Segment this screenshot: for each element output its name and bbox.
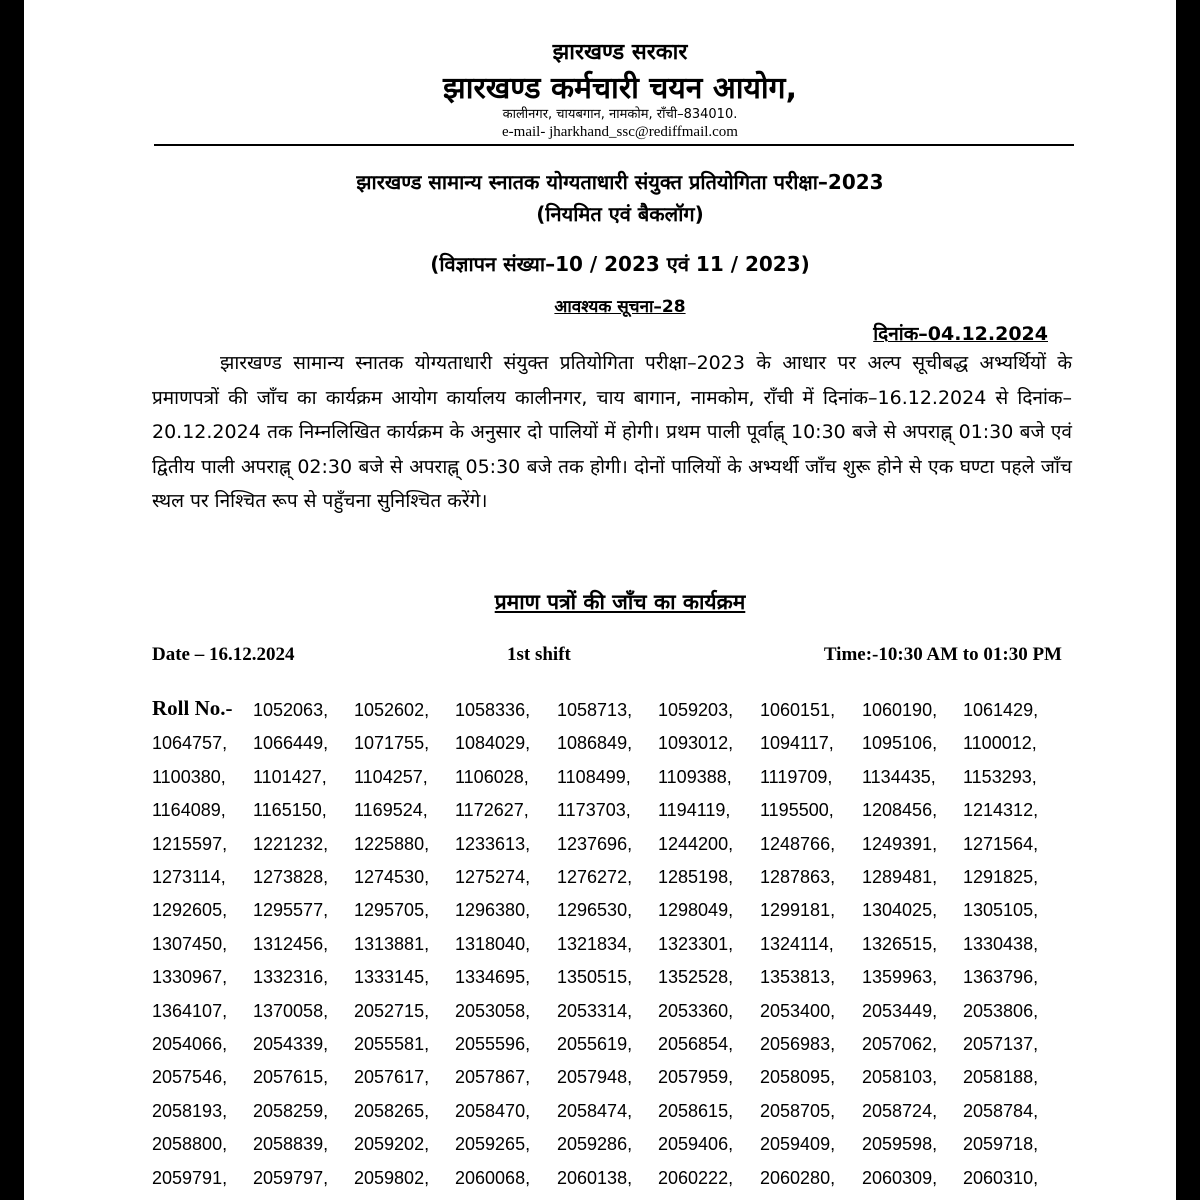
roll-number: 1221232, (253, 833, 329, 854)
roll-number: 1359963, (862, 967, 938, 988)
roll-number: 1153293, (963, 766, 1037, 787)
roll-number: 2058259, (253, 1100, 329, 1121)
roll-number: 1104257, (354, 766, 428, 787)
roll-number: 2060280, (760, 1167, 836, 1188)
roll-number: 1064757, (152, 733, 228, 754)
roll-number: 1215597, (152, 833, 228, 854)
roll-number: 1094117, (760, 733, 834, 754)
roll-number: 2058615, (658, 1100, 734, 1121)
roll-number: 2058193, (152, 1100, 228, 1121)
roll-number: 1165150, (253, 800, 327, 821)
roll-number: 1119709, (760, 766, 833, 787)
roll-number: 1194119, (658, 800, 731, 821)
roll-number-label: Roll No.- (152, 696, 233, 720)
left-border (0, 0, 24, 1200)
roll-number: 1287863, (760, 867, 836, 887)
roll-number: 2058800, (152, 1134, 228, 1155)
notice-number: आवश्यक सूचना–28 (554, 297, 686, 317)
roll-number: 1214312, (963, 800, 1039, 821)
document-page (24, 0, 1176, 1200)
roll-number: 1352528, (658, 967, 734, 988)
advertisement-number: (विज्ञापन संख्या–10 / 2023 एवं 11 / 2023) (430, 252, 810, 276)
roll-number: 1100012, (963, 733, 1037, 754)
roll-number: 1244200, (658, 833, 734, 854)
roll-number: 1333145, (354, 967, 430, 988)
roll-number: 1364107, (152, 1000, 228, 1021)
roll-number: 2059286, (557, 1134, 633, 1155)
right-border (1176, 0, 1200, 1200)
roll-number: 2058188, (963, 1067, 1039, 1088)
roll-number: 2053360, (658, 1000, 734, 1021)
roll-number: 2057062, (862, 1034, 938, 1054)
roll-number: 1208456, (862, 800, 938, 821)
roll-number: 1100380, (152, 766, 226, 787)
roll-number: 1363796, (963, 967, 1039, 988)
roll-number: 2053314, (557, 1000, 633, 1021)
roll-number: 2060138, (557, 1167, 633, 1188)
roll-number: 1318040, (455, 933, 531, 954)
roll-number: 1052602, (354, 700, 430, 720)
roll-number: 2053806, (963, 1000, 1039, 1021)
roll-number: 1164089, (152, 800, 226, 821)
organization-email: e-mail- jharkhand_ssc@rediffmail.com (502, 124, 738, 140)
roll-number: 1060151, (760, 700, 836, 720)
roll-number: 1233613, (455, 833, 531, 854)
roll-number: 2058724, (862, 1100, 938, 1121)
roll-number: 1058713, (557, 700, 633, 720)
roll-number: 2055596, (455, 1034, 531, 1054)
roll-number: 1289481, (862, 867, 938, 887)
roll-number: 1370058, (253, 1000, 329, 1021)
roll-number: 2054339, (253, 1034, 329, 1054)
exam-subtitle: (नियमित एवं बैकलॉग) (536, 202, 704, 226)
roll-number: 2057959, (658, 1067, 734, 1088)
roll-number: 1312456, (253, 933, 329, 954)
roll-number: 1276272, (557, 867, 633, 887)
roll-number: 1307450, (152, 933, 228, 954)
roll-number: 1299181, (760, 900, 836, 921)
roll-number: 2053400, (760, 1000, 836, 1021)
roll-number: 1237696, (557, 833, 633, 854)
roll-number: 1248766, (760, 833, 836, 854)
roll-number: 1350515, (557, 967, 633, 988)
roll-number: 1093012, (658, 733, 734, 754)
roll-number: 1323301, (658, 933, 734, 954)
roll-number: 1095106, (862, 733, 938, 754)
roll-number: 2058265, (354, 1100, 430, 1121)
schedule-shift: 1st shift (507, 644, 571, 665)
roll-number: 2059265, (455, 1134, 531, 1155)
schedule-title-text: प्रमाण पत्रों की जाँच का कार्यक्रम (494, 590, 746, 614)
roll-number: 1353813, (760, 967, 836, 988)
roll-number: 1061429, (963, 700, 1039, 720)
roll-number: 2059598, (862, 1134, 938, 1155)
roll-number: 1275274, (455, 867, 531, 887)
roll-number: 2059406, (658, 1134, 734, 1155)
roll-number: 1285198, (658, 867, 734, 887)
schedule-title (24, 588, 1176, 616)
organization-address: कालीनगर, चायबगान, नामकोम, राँची–834010. (502, 107, 738, 122)
roll-number: 1295705, (354, 900, 430, 921)
roll-number: 2057948, (557, 1067, 633, 1088)
roll-number: 1332316, (253, 967, 329, 988)
roll-number: 2060310, (963, 1167, 1039, 1188)
roll-number: 2054066, (152, 1034, 228, 1054)
roll-number: 1106028, (455, 766, 529, 787)
roll-number: 1101427, (253, 766, 327, 787)
notice-heading (24, 294, 1176, 317)
roll-number: 1225880, (354, 833, 430, 854)
roll-number: 2059409, (760, 1134, 836, 1155)
roll-number: 1134435, (862, 766, 936, 787)
roll-number: 2059718, (963, 1134, 1039, 1155)
roll-number: 2055619, (557, 1034, 633, 1054)
roll-number: 2060309, (862, 1167, 938, 1188)
roll-number: 2055581, (354, 1034, 430, 1054)
exam-title: झारखण्ड सामान्य स्नातक योग्यताधारी संयुक्त प्रतियोगिता परीक्षा–2023 (356, 170, 884, 194)
roll-number: 1324114, (760, 933, 834, 954)
roll-number: 2059802, (354, 1167, 430, 1188)
roll-number: 1296380, (455, 900, 531, 921)
shift-info-row (152, 644, 1062, 668)
roll-number: 1305105, (963, 900, 1039, 921)
roll-number: 2058784, (963, 1100, 1039, 1121)
roll-number: 1273114, (152, 867, 226, 887)
roll-number: 2057617, (354, 1067, 430, 1088)
roll-number: 1084029, (455, 733, 531, 754)
roll-number: 2056854, (658, 1034, 734, 1054)
roll-number: 1295577, (253, 900, 329, 921)
roll-number: 1326515, (862, 933, 938, 954)
roll-number: 2057867, (455, 1067, 531, 1088)
header-divider (154, 144, 1074, 146)
roll-number: 1330438, (963, 933, 1039, 954)
roll-number: 2060222, (658, 1167, 734, 1188)
roll-number: 1291825, (963, 867, 1039, 887)
roll-number: 2053058, (455, 1000, 531, 1021)
notice-paragraph: झारखण्ड सामान्य स्नातक योग्यताधारी संयुक्त प्रतियोगिता परीक्षा–2023 के आधार पर अल्प सूचीबद्ध अभ्यर्थियों के प्रमाणपत्रों की जाँच का कार्यक्रम आयोग कार्यालय कालीनगर, चाय बागान, नामकोम, राँची में दिनांक–16.12.2024 से दिनांक–20.12.2024 तक निम्नलिखित कार्यक्रम के अनुसार दो पालियों में होगी। प्रथम पाली पूर्वाह्न् 10:30 बजे से अपराह्न् 01:30 बजे एवं द्वितीय पाली अपराह्न् 02:30 बजे से अपराह्न् 05:30 बजे तक होगी। दोनों पालियों के अभ्यर्थी जाँच शुरू होने से एक घण्टा पहले जाँच स्थल पर निश्चित रूप से पहुँचना सुनिश्चित करेंगे। (152, 352, 1072, 512)
roll-number: 2057137, (963, 1034, 1039, 1054)
roll-number: 2060068, (455, 1167, 531, 1188)
roll-number: 1334695, (455, 967, 531, 988)
schedule-time: Time:-10:30 AM to 01:30 PM (823, 644, 1062, 665)
roll-number: 2059797, (253, 1167, 329, 1188)
roll-number: 1321834, (557, 933, 633, 954)
roll-number: 2058103, (862, 1067, 938, 1088)
roll-number: 1249391, (862, 833, 938, 854)
roll-number: 1052063, (253, 700, 329, 720)
roll-number: 1298049, (658, 900, 734, 921)
roll-number: 1086849, (557, 733, 633, 754)
roll-number: 2056983, (760, 1034, 836, 1054)
roll-number: 2057546, (152, 1067, 228, 1088)
roll-number: 1066449, (253, 733, 329, 754)
roll-number: 1109388, (658, 766, 732, 787)
organization-name: झारखण्ड कर्मचारी चयन आयोग, (443, 71, 797, 106)
roll-number: 2058474, (557, 1100, 633, 1121)
notice-date: दिनांक–04.12.2024 (873, 323, 1048, 345)
roll-number: 1274530, (354, 867, 430, 887)
roll-number: 1304025, (862, 900, 938, 921)
roll-number: 1108499, (557, 766, 631, 787)
schedule-date: Date – 16.12.2024 (152, 644, 295, 665)
roll-number: 2059202, (354, 1134, 430, 1155)
roll-number: 1173703, (557, 800, 631, 821)
roll-number: 2058705, (760, 1100, 836, 1121)
roll-number: 1058336, (455, 700, 531, 720)
roll-number: 2059791, (152, 1167, 228, 1188)
roll-number: 1071755, (354, 733, 430, 754)
roll-number: 2058095, (760, 1067, 836, 1088)
government-name: झारखण्ड सरकार (552, 40, 688, 65)
roll-number: 1292605, (152, 900, 228, 921)
roll-number: 1271564, (963, 833, 1039, 854)
roll-number: 1330967, (152, 967, 228, 988)
roll-number: 1169524, (354, 800, 428, 821)
roll-number: 2057615, (253, 1067, 329, 1088)
roll-number: 2058839, (253, 1134, 329, 1155)
roll-number: 1195500, (760, 800, 834, 821)
roll-number: 1273828, (253, 867, 329, 887)
roll-number: 2053449, (862, 1000, 938, 1021)
roll-number: 1060190, (862, 700, 938, 720)
roll-number: 2052715, (354, 1000, 430, 1021)
roll-number: 1059203, (658, 700, 734, 720)
roll-number: 1172627, (455, 800, 529, 821)
roll-number: 1296530, (557, 900, 633, 921)
roll-number: 1313881, (354, 933, 430, 954)
roll-number: 2058470, (455, 1100, 531, 1121)
